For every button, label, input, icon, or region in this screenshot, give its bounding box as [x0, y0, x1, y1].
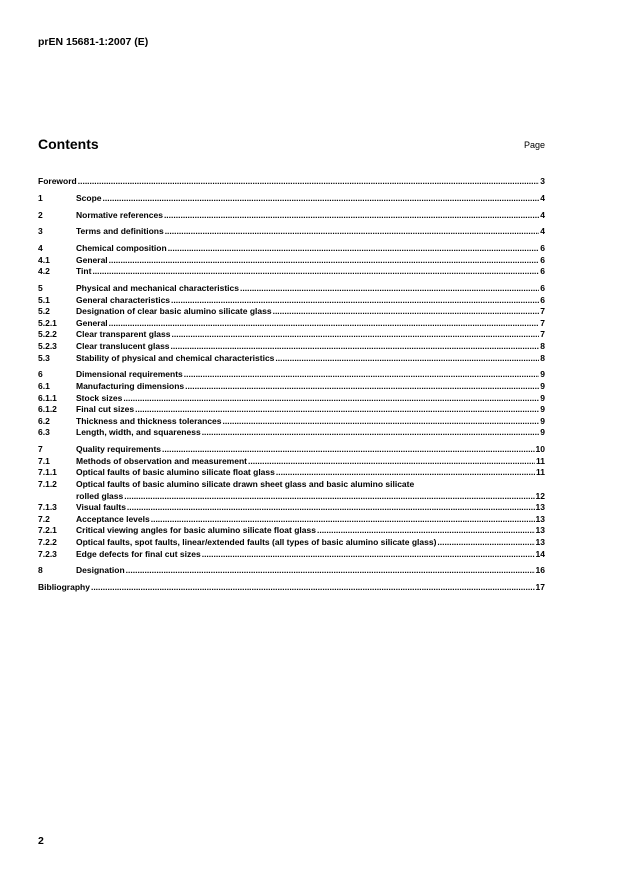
toc-entry-title: Optical faults of basic alumino silicate drawn sheet glass and basic alumino silicate: [76, 478, 415, 489]
toc-entry-number: 3: [38, 226, 43, 237]
toc-entry[interactable]: [38, 393, 545, 405]
toc-entry-page: 6: [540, 254, 545, 265]
toc-dot-leader: [78, 176, 540, 188]
toc-entry[interactable]: [38, 565, 545, 577]
toc-entry-page: 9: [540, 369, 545, 380]
toc-entry-title: Optical faults, spot faults, linear/extended faults (all types of basic alumino silicate glass): [76, 536, 437, 547]
toc-dot-leader: [123, 393, 539, 405]
toc-entry-title: Physical and mechanical characteristics: [76, 283, 240, 294]
toc-entry-number: 5.2: [38, 306, 50, 317]
toc-entry-page: 10: [535, 444, 545, 455]
toc-entry[interactable]: [38, 537, 545, 549]
toc-dot-leader: [92, 266, 539, 278]
table-of-contents: [38, 176, 545, 594]
toc-entry-number: 4: [38, 243, 43, 254]
toc-entry-page: 6: [540, 294, 545, 305]
toc-dot-leader: [124, 491, 534, 503]
toc-dot-leader: [91, 582, 535, 594]
toc-entry-title: Methods of observation and measurement: [76, 455, 247, 466]
toc-entry-number: 5: [38, 283, 43, 294]
toc-entry[interactable]: [38, 243, 545, 255]
toc-dot-leader: [165, 226, 540, 238]
toc-entry[interactable]: [38, 295, 545, 307]
toc-entry-number: 5.1: [38, 294, 50, 305]
toc-dot-leader: [437, 537, 534, 549]
toc-entry-number: 5.3: [38, 352, 50, 363]
toc-entry-number: 7.2.1: [38, 525, 57, 536]
toc-entry-number: 1: [38, 192, 43, 203]
toc-entry-title: General: [76, 254, 108, 265]
toc-entry-title: Quality requirements: [76, 444, 162, 455]
toc-entry-number: 6.2: [38, 415, 50, 426]
toc-dot-leader: [162, 444, 535, 456]
toc-entry-page: 12: [535, 490, 545, 501]
toc-dot-leader: [276, 467, 535, 479]
toc-dot-leader: [109, 255, 540, 267]
toc-entry-number: 8: [38, 565, 43, 576]
toc-entry-page: 9: [540, 415, 545, 426]
toc-entry-title: Critical viewing angles for basic alumino silicate float glass: [76, 525, 316, 536]
toc-entry-title: Optical faults of basic alumino silicate float glass: [76, 467, 275, 478]
toc-entry-page: 13: [535, 525, 545, 536]
toc-entry-title: Scope: [76, 192, 102, 203]
toc-entry[interactable]: [38, 226, 545, 238]
toc-entry-title: Normative references: [76, 209, 163, 220]
toc-entry-title: Manufacturing dimensions: [76, 381, 185, 392]
toc-entry-title: Tint: [76, 266, 92, 277]
toc-entry-page: 13: [535, 502, 545, 513]
toc-entry-page: 13: [535, 513, 545, 524]
toc-dot-leader: [184, 369, 540, 381]
toc-dot-leader: [168, 243, 540, 255]
toc-entry-page: 9: [540, 381, 545, 392]
toc-entry-page: 4: [540, 192, 545, 203]
toc-entry-title: Clear transparent glass: [76, 329, 171, 340]
toc-entry-number: 6.1.2: [38, 404, 57, 415]
toc-entry[interactable]: [38, 582, 545, 594]
toc-entry-number: 4.1: [38, 254, 50, 265]
toc-entry-page: 4: [540, 226, 545, 237]
toc-entry[interactable]: [38, 318, 545, 330]
toc-entry-title: Designation of clear basic alumino silicate glass: [76, 306, 272, 317]
toc-entry[interactable]: [38, 479, 545, 491]
toc-entry-number: 5.2.1: [38, 317, 57, 328]
toc-entry-number: 7.2.3: [38, 548, 57, 559]
toc-dot-leader: [202, 427, 540, 439]
toc-entry-number: 7.2: [38, 513, 50, 524]
toc-entry-title: Terms and definitions: [76, 226, 164, 237]
document-id: prEN 15681-1:2007 (E): [38, 36, 149, 48]
toc-entry-title: Final cut sizes: [76, 404, 135, 415]
toc-entry-number: 7: [38, 444, 43, 455]
toc-entry[interactable]: [38, 341, 545, 353]
page-column-label: Page: [523, 140, 545, 150]
toc-entry-page: 11: [536, 455, 545, 466]
toc-entry-number: 7.1.1: [38, 467, 57, 478]
toc-dot-leader: [171, 329, 539, 341]
toc-entry[interactable]: [38, 404, 545, 416]
toc-dot-leader: [248, 456, 535, 468]
toc-entry-title: Clear translucent glass: [76, 341, 170, 352]
toc-dot-leader: [164, 210, 539, 222]
toc-entry-page: 8: [540, 352, 545, 363]
toc-entry-number: 6.1: [38, 381, 50, 392]
toc-dot-leader: [135, 404, 539, 416]
toc-dot-leader: [103, 193, 540, 205]
toc-entry-page: 9: [540, 392, 545, 403]
toc-entry[interactable]: [38, 369, 545, 381]
toc-entry-number: 6: [38, 369, 43, 380]
toc-entry-number: 7.1: [38, 455, 50, 466]
toc-entry-title: General characteristics: [76, 294, 171, 305]
toc-entry-title: rolled glass: [76, 490, 124, 501]
toc-dot-leader: [171, 295, 539, 307]
contents-heading: Contents: [38, 136, 99, 152]
toc-entry-page: 7: [540, 306, 545, 317]
toc-dot-leader: [126, 565, 535, 577]
toc-entry[interactable]: [38, 549, 545, 561]
toc-entry[interactable]: [38, 456, 545, 468]
toc-entry-title: General: [76, 317, 108, 328]
toc-entry-page: 7: [540, 329, 545, 340]
toc-entry[interactable]: [38, 491, 545, 503]
toc-entry[interactable]: [38, 467, 545, 479]
toc-entry-number: 7.2.2: [38, 536, 57, 547]
toc-dot-leader: [273, 306, 540, 318]
toc-entry-number: 6.3: [38, 427, 50, 438]
toc-entry[interactable]: [38, 329, 545, 341]
toc-entry[interactable]: [38, 444, 545, 456]
toc-entry-number: 4.2: [38, 266, 50, 277]
toc-entry-page: 9: [540, 427, 545, 438]
toc-entry-page: 6: [540, 266, 545, 277]
toc-entry-number: 6.1.1: [38, 392, 57, 403]
toc-entry-title: Stock sizes: [76, 392, 123, 403]
toc-dot-leader: [127, 502, 535, 514]
toc-entry-page: 13: [535, 536, 545, 547]
toc-dot-leader: [202, 549, 535, 561]
toc-entry-title: Acceptance levels: [76, 513, 150, 524]
toc-entry[interactable]: [38, 306, 545, 318]
toc-entry-number: 7.1.3: [38, 502, 57, 513]
toc-entry[interactable]: [38, 525, 545, 537]
toc-entry-title: Edge defects for final cut sizes: [76, 548, 201, 559]
toc-entry-number: 5.2.2: [38, 329, 57, 340]
toc-entry-page: 6: [540, 283, 545, 294]
toc-entry-title: Designation: [76, 565, 125, 576]
page-number: 2: [38, 835, 44, 847]
toc-entry-title: Visual faults: [76, 502, 126, 513]
toc-entry-page: 14: [535, 548, 545, 559]
toc-entry-title: Stability of physical and chemical characteristics: [76, 352, 275, 363]
toc-entry-number: 2: [38, 209, 43, 220]
toc-entry-title: Foreword: [38, 176, 77, 186]
toc-entry-title: Dimensional requirements: [76, 369, 183, 380]
toc-entry-page: 17: [535, 582, 545, 593]
toc-entry-page: 9: [540, 404, 545, 415]
toc-dot-leader: [185, 381, 539, 393]
toc-entry[interactable]: [38, 176, 545, 188]
toc-entry-page: 8: [540, 341, 545, 352]
toc-entry-title: Length, width, and squareness: [76, 427, 201, 438]
toc-entry[interactable]: [38, 353, 545, 365]
toc-entry[interactable]: [38, 416, 545, 428]
toc-entry-page: 11: [536, 467, 545, 478]
toc-entry-number: 5.2.3: [38, 341, 57, 352]
toc-entry[interactable]: [38, 502, 545, 514]
toc-entry[interactable]: [38, 193, 545, 205]
toc-entry-title: Bibliography: [38, 582, 90, 593]
toc-entry-title: Thickness and thickness tolerances: [76, 415, 222, 426]
toc-entry[interactable]: [38, 283, 545, 295]
toc-dot-leader: [275, 353, 539, 365]
toc-dot-leader: [240, 283, 539, 295]
toc-entry-page: 3: [540, 176, 545, 186]
toc-dot-leader: [171, 341, 540, 353]
toc-dot-leader: [223, 416, 540, 428]
toc-entry[interactable]: [38, 381, 545, 393]
toc-entry[interactable]: [38, 266, 545, 278]
toc-entry[interactable]: [38, 210, 545, 222]
toc-dot-leader: [151, 514, 535, 526]
toc-entry[interactable]: [38, 255, 545, 267]
toc-entry-title: Chemical composition: [76, 243, 167, 254]
toc-dot-leader: [317, 525, 535, 537]
toc-entry-page: 16: [535, 565, 545, 576]
toc-entry-page: 7: [540, 317, 545, 328]
toc-entry[interactable]: [38, 514, 545, 526]
toc-entry-page: 6: [540, 243, 545, 254]
toc-entry-page: 4: [540, 209, 545, 220]
toc-entry[interactable]: [38, 427, 545, 439]
toc-entry-number: 7.1.2: [38, 478, 57, 489]
toc-dot-leader: [109, 318, 540, 330]
